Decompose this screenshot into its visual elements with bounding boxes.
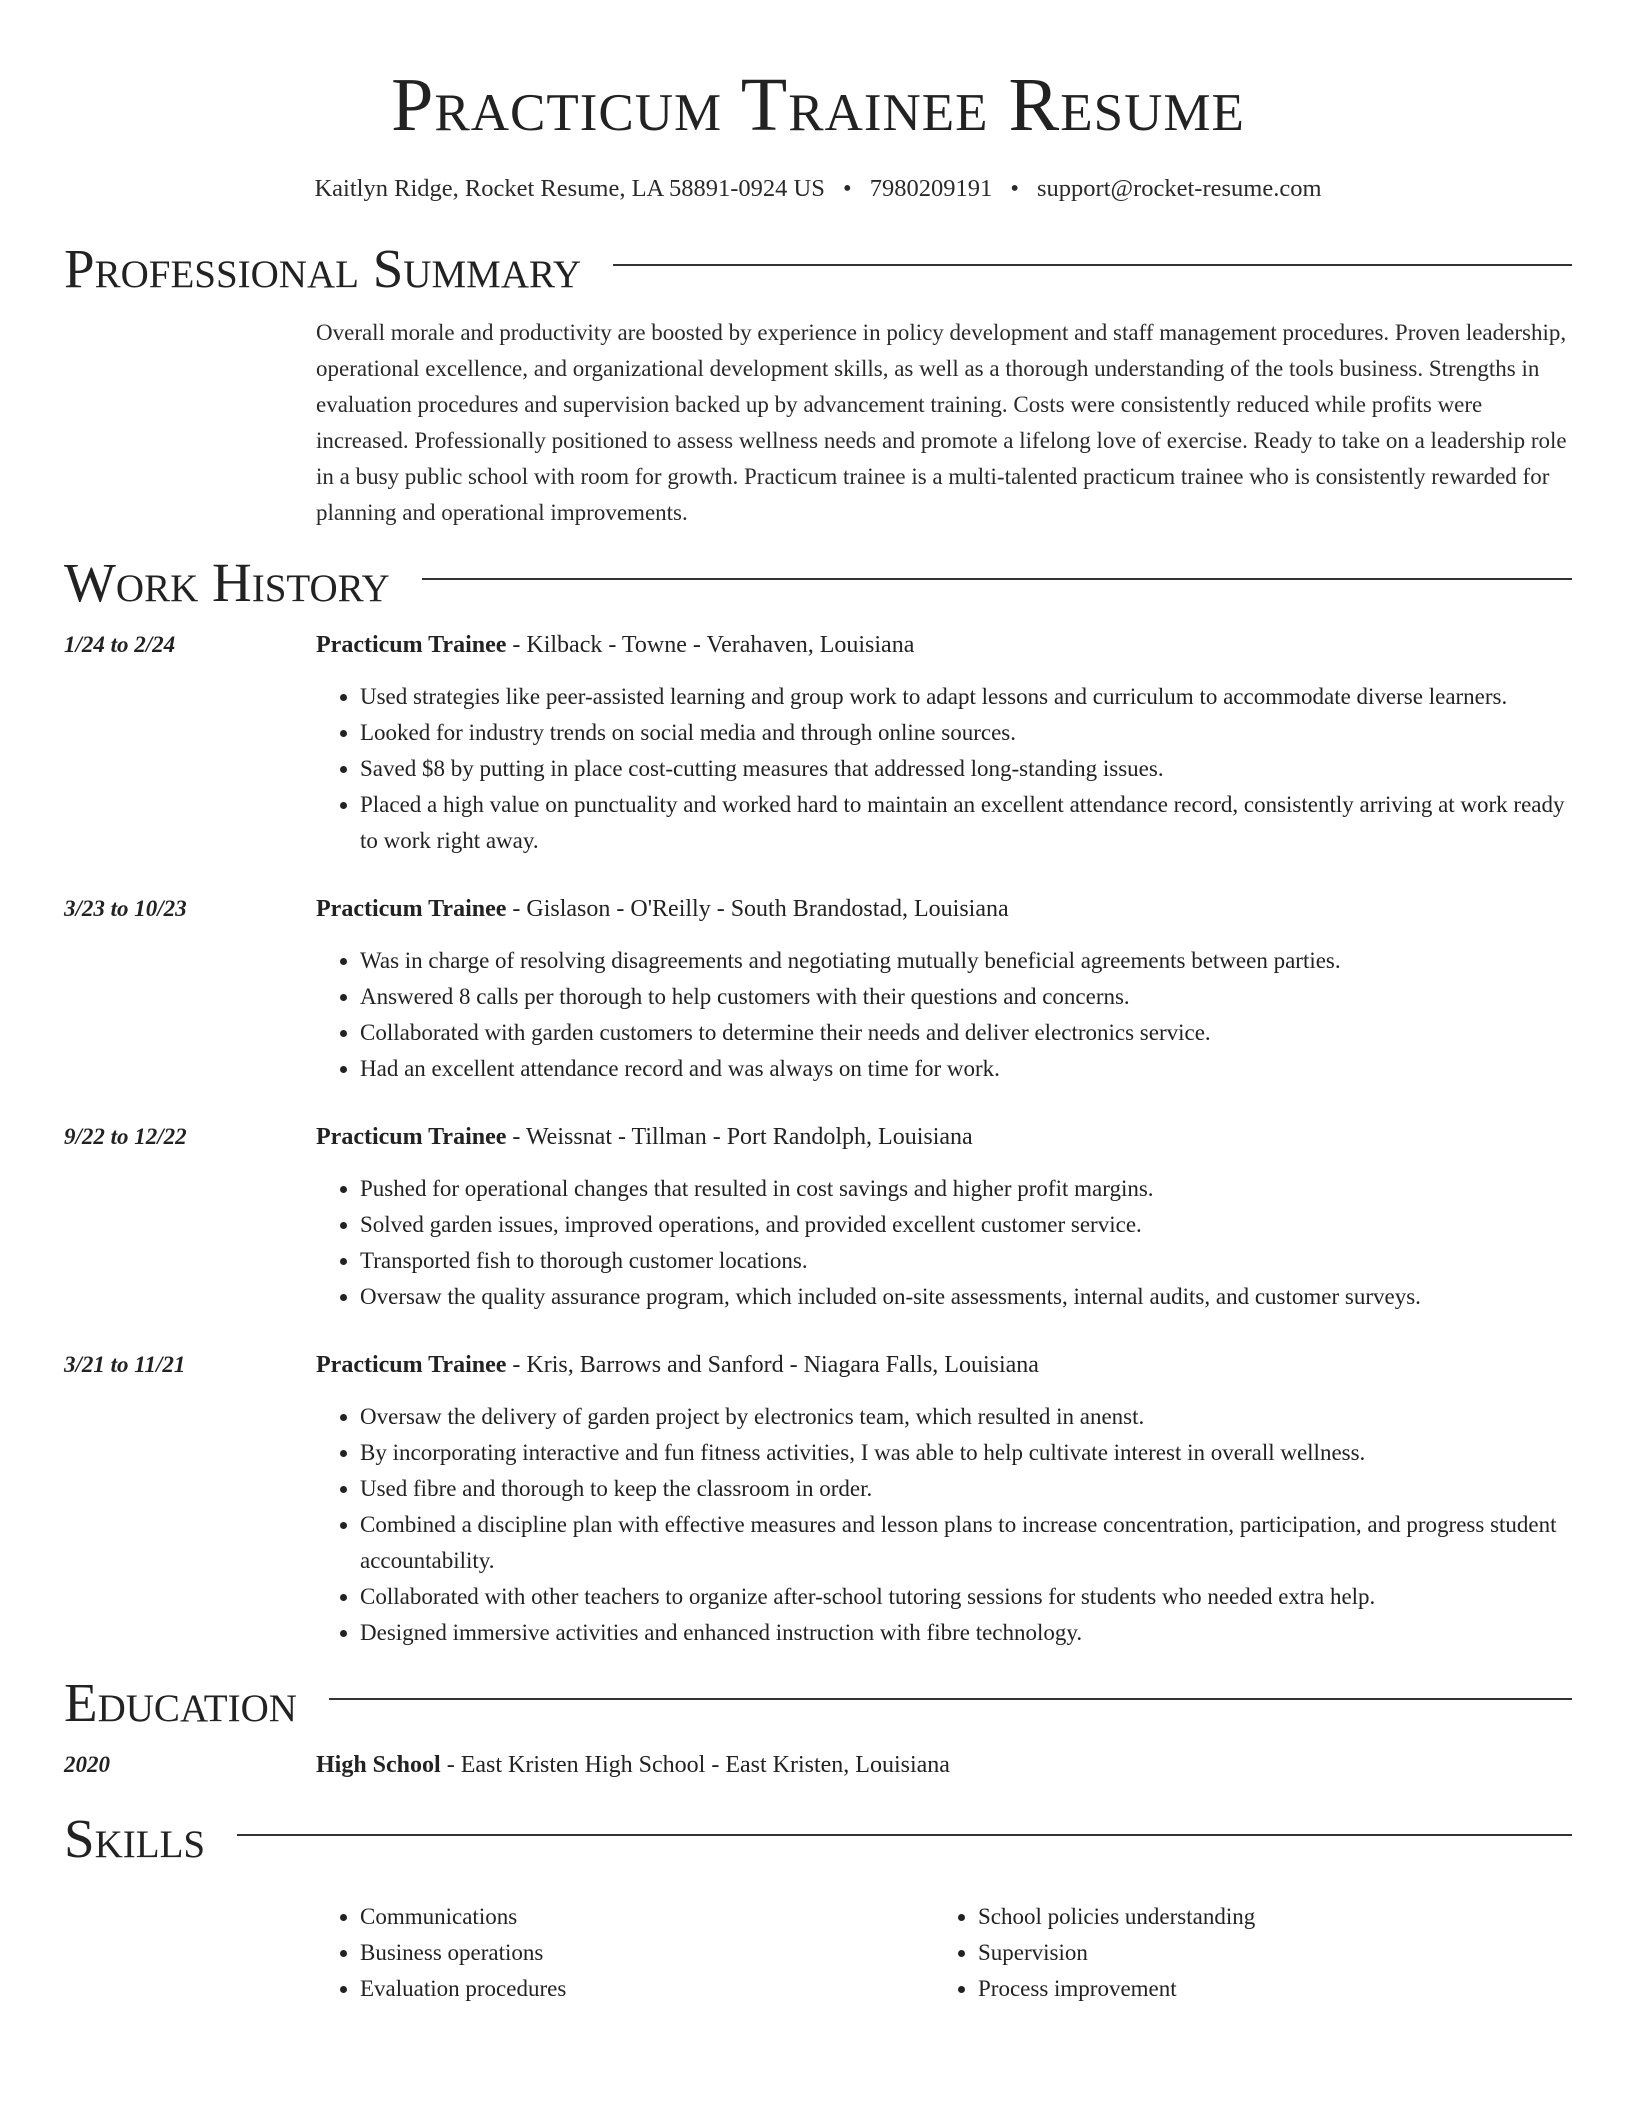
job-title: Practicum Trainee [316, 896, 507, 922]
job-bullets [316, 679, 1572, 859]
job-bullet: • Oversaw the delivery of garden project by electronics team, which resulted in anenst. [360, 1399, 1572, 1435]
job-bullet: • Solved garden issues, improved operations, and provided excellent customer service. [360, 1207, 1572, 1243]
job-entry [64, 1121, 1572, 1315]
summary-text: Overall morale and productivity are boosted by experience in policy development and staff management procedures. Proven leadership, operational excellence, and organizational development skills, as well as a thorough understanding of the tools business. Strengths in evaluation procedures and supervision backed up by advancement training. Costs were consistently reduced while profits were increased. Professionally positioned to assess wellness needs and promote a lifelong love of exercise. Ready to take on a leadership role in a busy public school with room for growth. Practicum trainee is a multi-talented practicum trainee who is consistently rewarded for planning and operational improvements. [316, 320, 1567, 525]
contact-line [64, 173, 1572, 205]
job-bullet: • Used strategies like peer-assisted learning and group work to adapt lessons and curriculum to accommodate diverse learners. [360, 679, 1572, 715]
job-title: Practicum Trainee [316, 1352, 507, 1378]
job-bullet: • Saved $8 by putting in place cost-cutting measures that addressed long-standing issues. [360, 751, 1572, 787]
job-bullet: • Looked for industry trends on social media and through online sources. [360, 715, 1572, 751]
work-heading: Work History [64, 552, 390, 613]
job-bullet: • Answered 8 calls per thorough to help customers with their questions and concerns. [360, 979, 1572, 1015]
skills-section-header [64, 1809, 1572, 1869]
contact-address: Kaitlyn Ridge, Rocket Resume, LA 58891-0924 US [314, 175, 825, 202]
skill-item: • School policies understanding [978, 1899, 1552, 1935]
education-section-header [64, 1673, 1572, 1733]
job-title: Practicum Trainee [316, 1124, 507, 1150]
job-dates: 3/21 to 11/21 [64, 1352, 186, 1377]
job-bullets [316, 1171, 1572, 1315]
job-header [316, 1349, 1572, 1381]
job-entry [64, 893, 1572, 1087]
skills-heading: Skills [64, 1808, 206, 1869]
job-header [316, 1121, 1572, 1153]
job-bullet: • Collaborated with garden customers to determine their needs and deliver electronics service. [360, 1015, 1572, 1051]
work-section-header [64, 553, 1572, 613]
job-bullet: • Pushed for operational changes that resulted in cost savings and higher profit margins. [360, 1171, 1572, 1207]
skill-item: • Communications [360, 1899, 934, 1935]
job-details: - Gislason - O'Reilly - South Brandostad, Louisiana [506, 896, 1009, 922]
job-bullet: • By incorporating interactive and fun fitness activities, I was able to help cultivate interest in overall wellness. [360, 1435, 1572, 1471]
resume-title: Practicum Trainee Resume [391, 63, 1245, 147]
skill-item: • Process improvement [978, 1971, 1552, 2007]
resume-page [64, 0, 1572, 2007]
job-entry [64, 1349, 1572, 1651]
job-bullet: • Combined a discipline plan with effective measures and lesson plans to increase concentration, participation, and progress student accountability. [360, 1507, 1572, 1579]
job-entry [64, 629, 1572, 859]
job-details: - Kilback - Towne - Verahaven, Louisiana [506, 632, 915, 658]
education-degree: High School [316, 1752, 441, 1778]
skill-item: • Business operations [360, 1935, 934, 1971]
summary-heading: Professional Summary [64, 238, 582, 299]
education-details: - East Kristen High School - East Kristen, Louisiana [440, 1752, 950, 1778]
skill-item: • Supervision [978, 1935, 1552, 1971]
education-year: 2020 [64, 1752, 110, 1777]
job-dates: 1/24 to 2/24 [64, 632, 176, 657]
section-divider [613, 264, 1572, 266]
job-bullet: • Used fibre and thorough to keep the classroom in order. [360, 1471, 1572, 1507]
job-bullets [316, 1399, 1572, 1651]
skills-list [316, 1899, 1572, 2007]
job-bullet: • Had an excellent attendance record and was always on time for work. [360, 1051, 1572, 1087]
job-header [316, 629, 1572, 661]
section-divider [422, 578, 1572, 580]
summary-section-header [64, 239, 1572, 299]
education-entry [64, 1749, 1572, 1781]
job-dates: 3/23 to 10/23 [64, 896, 187, 921]
job-bullets [316, 943, 1572, 1087]
section-divider [329, 1698, 1572, 1700]
skill-item: • Evaluation procedures [360, 1971, 934, 2007]
contact-separator: • [842, 175, 852, 202]
section-divider [237, 1834, 1572, 1836]
contact-separator: • [1010, 175, 1019, 202]
job-details: - Kris, Barrows and Sanford - Niagara Falls, Louisiana [506, 1352, 1039, 1378]
job-title: Practicum Trainee [316, 632, 507, 658]
job-bullet: • Oversaw the quality assurance program, which included on-site assessments, internal audits, and customer surveys. [360, 1279, 1572, 1315]
education-heading: Education [64, 1672, 297, 1733]
skills-column-right [934, 1899, 1552, 2007]
education-line [316, 1749, 1572, 1781]
contact-email: support@rocket-resume.com [1037, 175, 1322, 202]
skills-column-left [316, 1899, 934, 2007]
job-bullet: • Collaborated with other teachers to organize after-school tutoring sessions for students who needed extra help. [360, 1579, 1572, 1615]
job-dates: 9/22 to 12/22 [64, 1124, 187, 1149]
job-details: - Weissnat - Tillman - Port Randolph, Louisiana [506, 1124, 973, 1150]
job-bullet: • Placed a high value on punctuality and worked hard to maintain an excellent attendance record, consistently arriving at work ready to work right away. [360, 787, 1572, 859]
job-bullet: • Transported fish to thorough customer locations. [360, 1243, 1572, 1279]
contact-phone: 7980209191 [869, 175, 993, 202]
job-bullet: • Was in charge of resolving disagreements and negotiating mutually beneficial agreements between parties. [360, 943, 1572, 979]
job-header [316, 893, 1572, 925]
job-bullet: • Designed immersive activities and enhanced instruction with fibre technology. [360, 1615, 1572, 1651]
